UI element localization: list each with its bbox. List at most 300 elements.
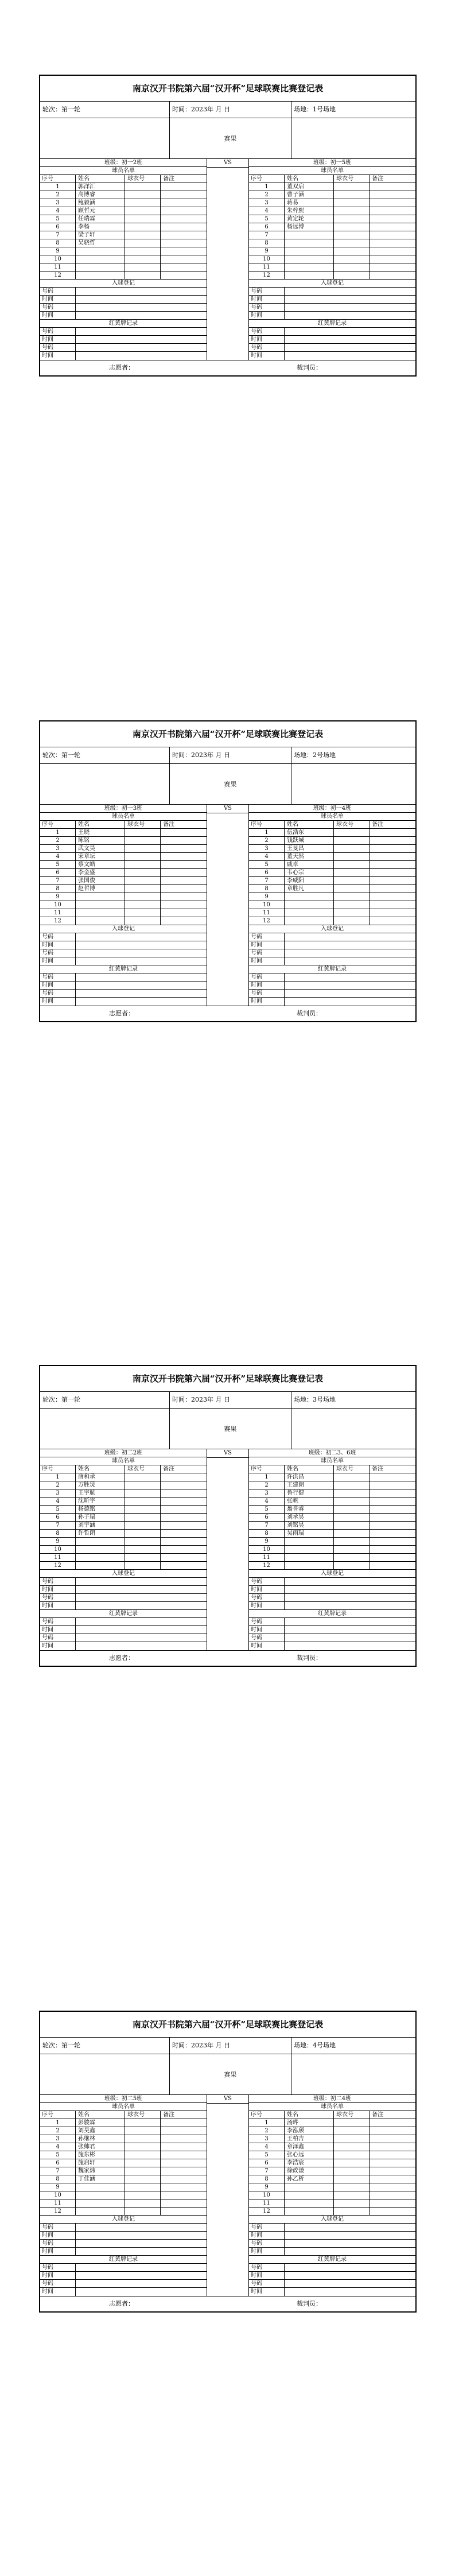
jersey-field[interactable] — [334, 861, 370, 868]
note-field[interactable] — [370, 2199, 415, 2207]
card-entry-field[interactable] — [285, 1618, 415, 1625]
player-name[interactable]: 黄定轮 — [285, 215, 334, 223]
note-field[interactable] — [161, 1538, 207, 1545]
goal-entry-field[interactable] — [285, 957, 415, 965]
jersey-field[interactable] — [334, 901, 370, 909]
note-field[interactable] — [370, 215, 415, 223]
card-entry-field[interactable] — [76, 1626, 207, 1634]
score-field[interactable] — [291, 118, 415, 158]
jersey-field[interactable] — [125, 2191, 161, 2199]
goal-entry-field[interactable] — [285, 1586, 415, 1593]
note-field[interactable] — [370, 1562, 415, 1569]
player-name[interactable]: 刘宇涵 — [76, 1522, 125, 1529]
player-name[interactable] — [285, 1538, 334, 1545]
jersey-field[interactable] — [125, 183, 161, 191]
card-entry-field[interactable] — [76, 973, 207, 981]
volunteer-signature[interactable]: 志愿者： — [109, 1010, 134, 1017]
note-field[interactable] — [370, 247, 415, 255]
player-name[interactable] — [285, 909, 334, 917]
note-field[interactable] — [161, 2199, 207, 2207]
jersey-field[interactable] — [334, 2199, 370, 2207]
jersey-field[interactable] — [125, 1530, 161, 1537]
goal-entry-field[interactable] — [285, 312, 415, 319]
jersey-field[interactable] — [125, 2183, 161, 2191]
goal-entry-field[interactable] — [76, 312, 207, 319]
jersey-field[interactable] — [125, 1498, 161, 1505]
note-field[interactable] — [161, 1506, 207, 1513]
goal-entry-field[interactable] — [76, 2224, 207, 2231]
jersey-field[interactable] — [334, 2175, 370, 2183]
jersey-field[interactable] — [125, 861, 161, 868]
note-field[interactable] — [161, 199, 207, 207]
player-name[interactable] — [285, 2208, 334, 2215]
jersey-field[interactable] — [334, 869, 370, 876]
note-field[interactable] — [370, 1514, 415, 1521]
player-name[interactable]: 沈昕宇 — [76, 1498, 125, 1505]
jersey-field[interactable] — [125, 223, 161, 231]
player-name[interactable]: 施启轩 — [76, 2159, 125, 2167]
jersey-field[interactable] — [125, 207, 161, 215]
jersey-field[interactable] — [334, 1514, 370, 1521]
player-name[interactable]: 徐政谦 — [285, 2167, 334, 2175]
note-field[interactable] — [161, 215, 207, 223]
note-field[interactable] — [161, 263, 207, 271]
goal-entry-field[interactable] — [76, 949, 207, 957]
player-name[interactable] — [285, 1554, 334, 1561]
note-field[interactable] — [370, 271, 415, 279]
jersey-field[interactable] — [125, 2135, 161, 2143]
player-name[interactable]: 丁佳涵 — [76, 2175, 125, 2183]
goal-entry-field[interactable] — [285, 949, 415, 957]
jersey-field[interactable] — [125, 853, 161, 860]
jersey-field[interactable] — [334, 2159, 370, 2167]
note-field[interactable] — [161, 2167, 207, 2175]
goal-entry-field[interactable] — [285, 2232, 415, 2239]
jersey-field[interactable] — [125, 1554, 161, 1561]
jersey-field[interactable] — [334, 2135, 370, 2143]
jersey-field[interactable] — [125, 837, 161, 844]
jersey-field[interactable] — [334, 1546, 370, 1553]
note-field[interactable] — [161, 901, 207, 909]
note-field[interactable] — [370, 2183, 415, 2191]
player-name[interactable]: 鲁行健 — [285, 1489, 334, 1497]
player-name[interactable]: 王旻昌 — [285, 845, 334, 852]
player-name[interactable] — [285, 247, 334, 255]
player-name[interactable]: 吴雨瑞 — [285, 1530, 334, 1537]
jersey-field[interactable] — [125, 2175, 161, 2183]
goal-entry-field[interactable] — [76, 941, 207, 949]
player-name[interactable] — [76, 1538, 125, 1545]
jersey-field[interactable] — [334, 1489, 370, 1497]
jersey-field[interactable] — [334, 2208, 370, 2215]
player-name[interactable] — [285, 893, 334, 901]
note-field[interactable] — [161, 917, 207, 925]
jersey-field[interactable] — [125, 829, 161, 836]
jersey-field[interactable] — [125, 1506, 161, 1513]
player-name[interactable] — [76, 917, 125, 925]
referee-signature[interactable]: 裁判员： — [297, 1010, 322, 1017]
player-name[interactable]: 钱跃城 — [285, 837, 334, 844]
jersey-field[interactable] — [334, 183, 370, 191]
player-name[interactable]: 李金盛 — [76, 869, 125, 876]
player-name[interactable] — [76, 1562, 125, 1569]
player-name[interactable] — [285, 2191, 334, 2199]
note-field[interactable] — [370, 255, 415, 263]
card-entry-field[interactable] — [76, 328, 207, 335]
jersey-field[interactable] — [334, 909, 370, 917]
note-field[interactable] — [370, 1546, 415, 1553]
note-field[interactable] — [161, 2175, 207, 2183]
player-name[interactable]: 董天然 — [285, 853, 334, 860]
player-name[interactable]: 张帅君 — [76, 2143, 125, 2151]
note-field[interactable] — [161, 909, 207, 917]
card-entry-field[interactable] — [285, 1626, 415, 1634]
player-name[interactable] — [76, 901, 125, 909]
jersey-field[interactable] — [125, 271, 161, 279]
note-field[interactable] — [370, 861, 415, 868]
jersey-field[interactable] — [125, 901, 161, 909]
note-field[interactable] — [161, 1473, 207, 1481]
jersey-field[interactable] — [125, 191, 161, 199]
jersey-field[interactable] — [125, 2143, 161, 2151]
jersey-field[interactable] — [125, 845, 161, 852]
card-entry-field[interactable] — [285, 990, 415, 997]
note-field[interactable] — [161, 255, 207, 263]
player-name[interactable] — [76, 893, 125, 901]
jersey-field[interactable] — [334, 255, 370, 263]
note-field[interactable] — [370, 1481, 415, 1489]
note-field[interactable] — [161, 239, 207, 247]
card-entry-field[interactable] — [285, 981, 415, 989]
jersey-field[interactable] — [334, 1530, 370, 1537]
jersey-field[interactable] — [125, 231, 161, 239]
note-field[interactable] — [161, 1514, 207, 1521]
player-name[interactable]: 孙继林 — [76, 2135, 125, 2143]
card-entry-field[interactable] — [285, 2280, 415, 2287]
player-name[interactable] — [285, 1546, 334, 1553]
jersey-field[interactable] — [334, 1473, 370, 1481]
goal-entry-field[interactable] — [285, 1602, 415, 1609]
jersey-field[interactable] — [125, 877, 161, 884]
goal-entry-field[interactable] — [76, 1594, 207, 1601]
note-field[interactable] — [161, 893, 207, 901]
jersey-field[interactable] — [334, 199, 370, 207]
card-entry-field[interactable] — [76, 2264, 207, 2271]
card-entry-field[interactable] — [76, 2272, 207, 2279]
player-name[interactable]: 王晓 — [76, 829, 125, 836]
note-field[interactable] — [161, 191, 207, 199]
jersey-field[interactable] — [334, 2183, 370, 2191]
player-name[interactable] — [76, 2183, 125, 2191]
player-name[interactable]: 李浩宸 — [285, 2159, 334, 2167]
note-field[interactable] — [370, 1530, 415, 1537]
jersey-field[interactable] — [334, 2143, 370, 2151]
volunteer-signature[interactable]: 志愿者： — [109, 1654, 134, 1662]
jersey-field[interactable] — [334, 829, 370, 836]
referee-signature[interactable]: 裁判员： — [297, 2300, 322, 2307]
jersey-field[interactable] — [125, 1538, 161, 1545]
player-name[interactable]: 汤晔 — [285, 2119, 334, 2127]
note-field[interactable] — [161, 231, 207, 239]
card-entry-field[interactable] — [76, 344, 207, 351]
player-name[interactable]: 曹子涵 — [285, 191, 334, 199]
referee-signature[interactable]: 裁判员： — [297, 1654, 322, 1662]
jersey-field[interactable] — [334, 1538, 370, 1545]
player-name[interactable]: 陈铭 — [76, 837, 125, 844]
jersey-field[interactable] — [125, 1546, 161, 1553]
goal-entry-field[interactable] — [285, 2248, 415, 2255]
player-name[interactable] — [285, 1562, 334, 1569]
player-name[interactable]: 郭洋汇 — [76, 183, 125, 191]
player-name[interactable]: 赵哲博 — [76, 885, 125, 893]
jersey-field[interactable] — [334, 1554, 370, 1561]
goal-entry-field[interactable] — [285, 304, 415, 311]
card-entry-field[interactable] — [285, 2288, 415, 2296]
card-entry-field[interactable] — [76, 1618, 207, 1625]
goal-entry-field[interactable] — [76, 1578, 207, 1585]
jersey-field[interactable] — [334, 1562, 370, 1569]
volunteer-signature[interactable]: 志愿者： — [109, 364, 134, 371]
jersey-field[interactable] — [125, 909, 161, 917]
card-entry-field[interactable] — [285, 352, 415, 360]
card-entry-field[interactable] — [285, 336, 415, 343]
note-field[interactable] — [370, 901, 415, 909]
note-field[interactable] — [370, 1538, 415, 1545]
jersey-field[interactable] — [125, 2151, 161, 2159]
note-field[interactable] — [161, 869, 207, 876]
jersey-field[interactable] — [125, 2159, 161, 2167]
jersey-field[interactable] — [125, 1481, 161, 1489]
jersey-field[interactable] — [334, 215, 370, 223]
player-name[interactable]: 蒋易 — [285, 199, 334, 207]
card-entry-field[interactable] — [76, 998, 207, 1006]
player-name[interactable]: 杨远博 — [285, 223, 334, 231]
card-entry-field[interactable] — [285, 998, 415, 1006]
date-field[interactable]: 时间：2023年 月 日 — [170, 102, 291, 118]
player-name[interactable]: 刘昊鑫 — [76, 2127, 125, 2135]
player-name[interactable]: 吴骁哲 — [76, 239, 125, 247]
note-field[interactable] — [370, 1498, 415, 1505]
player-name[interactable]: 李杨 — [76, 223, 125, 231]
player-name[interactable]: 张心远 — [285, 2151, 334, 2159]
player-name[interactable]: 王建朗 — [285, 1481, 334, 1489]
player-name[interactable] — [76, 247, 125, 255]
jersey-field[interactable] — [125, 1562, 161, 1569]
note-field[interactable] — [370, 917, 415, 925]
note-field[interactable] — [370, 2208, 415, 2215]
jersey-field[interactable] — [125, 2119, 161, 2127]
player-name[interactable]: 武文昊 — [76, 845, 125, 852]
player-name[interactable] — [285, 2183, 334, 2191]
player-name[interactable]: 彭骏霖 — [76, 2119, 125, 2127]
jersey-field[interactable] — [334, 1481, 370, 1489]
jersey-field[interactable] — [125, 2208, 161, 2215]
jersey-field[interactable] — [125, 2127, 161, 2135]
jersey-field[interactable] — [125, 215, 161, 223]
jersey-field[interactable] — [125, 247, 161, 255]
goal-entry-field[interactable] — [76, 296, 207, 303]
goal-entry-field[interactable] — [76, 304, 207, 311]
player-name[interactable]: 梁子轩 — [76, 231, 125, 239]
jersey-field[interactable] — [334, 263, 370, 271]
jersey-field[interactable] — [334, 2191, 370, 2199]
goal-entry-field[interactable] — [76, 1602, 207, 1609]
score-field[interactable] — [291, 1409, 415, 1449]
note-field[interactable] — [370, 191, 415, 199]
note-field[interactable] — [161, 2159, 207, 2167]
note-field[interactable] — [370, 263, 415, 271]
note-field[interactable] — [370, 207, 415, 215]
jersey-field[interactable] — [125, 917, 161, 925]
note-field[interactable] — [370, 2135, 415, 2143]
jersey-field[interactable] — [334, 247, 370, 255]
note-field[interactable] — [161, 829, 207, 836]
note-field[interactable] — [161, 1546, 207, 1553]
player-name[interactable]: 王柏吉 — [285, 2135, 334, 2143]
jersey-field[interactable] — [125, 1514, 161, 1521]
card-entry-field[interactable] — [285, 1634, 415, 1642]
note-field[interactable] — [370, 2143, 415, 2151]
jersey-field[interactable] — [125, 1489, 161, 1497]
jersey-field[interactable] — [334, 2127, 370, 2135]
player-name[interactable]: 翁誉睿 — [285, 1506, 334, 1513]
jersey-field[interactable] — [125, 263, 161, 271]
player-name[interactable]: 施东彬 — [76, 2151, 125, 2159]
note-field[interactable] — [161, 2135, 207, 2143]
player-name[interactable]: 董双启 — [285, 183, 334, 191]
note-field[interactable] — [161, 2127, 207, 2135]
player-name[interactable]: 魏家炜 — [76, 2167, 125, 2175]
player-name[interactable]: 李泓颀 — [285, 2127, 334, 2135]
note-field[interactable] — [370, 1473, 415, 1481]
player-name[interactable] — [285, 901, 334, 909]
note-field[interactable] — [161, 223, 207, 231]
note-field[interactable] — [161, 2183, 207, 2191]
note-field[interactable] — [370, 829, 415, 836]
player-name[interactable]: 王宇航 — [76, 1489, 125, 1497]
player-name[interactable] — [285, 263, 334, 271]
player-name[interactable]: 宋章坛 — [76, 853, 125, 860]
note-field[interactable] — [161, 1489, 207, 1497]
jersey-field[interactable] — [334, 853, 370, 860]
player-name[interactable] — [285, 255, 334, 263]
note-field[interactable] — [370, 877, 415, 884]
player-name[interactable] — [285, 2199, 334, 2207]
jersey-field[interactable] — [125, 255, 161, 263]
note-field[interactable] — [370, 893, 415, 901]
note-field[interactable] — [370, 1554, 415, 1561]
player-name[interactable]: 鲍毅涵 — [76, 199, 125, 207]
jersey-field[interactable] — [334, 2119, 370, 2127]
jersey-field[interactable] — [334, 917, 370, 925]
player-name[interactable] — [285, 917, 334, 925]
date-field[interactable]: 时间：2023年 月 日 — [170, 747, 291, 763]
score-field[interactable] — [291, 2054, 415, 2094]
card-entry-field[interactable] — [76, 336, 207, 343]
jersey-field[interactable] — [334, 893, 370, 901]
jersey-field[interactable] — [125, 893, 161, 901]
player-name[interactable]: 孙子瑞 — [76, 1514, 125, 1521]
jersey-field[interactable] — [125, 1522, 161, 1529]
note-field[interactable] — [161, 271, 207, 279]
note-field[interactable] — [370, 231, 415, 239]
note-field[interactable] — [370, 837, 415, 844]
card-entry-field[interactable] — [76, 2288, 207, 2296]
note-field[interactable] — [161, 1562, 207, 1569]
jersey-field[interactable] — [334, 231, 370, 239]
player-name[interactable] — [76, 271, 125, 279]
jersey-field[interactable] — [334, 1498, 370, 1505]
player-name[interactable]: 蔡文皓 — [76, 861, 125, 868]
player-name[interactable]: 唐和承 — [76, 1473, 125, 1481]
card-entry-field[interactable] — [285, 1642, 415, 1650]
note-field[interactable] — [370, 1489, 415, 1497]
jersey-field[interactable] — [125, 1473, 161, 1481]
jersey-field[interactable] — [334, 877, 370, 884]
jersey-field[interactable] — [334, 837, 370, 844]
note-field[interactable] — [161, 1498, 207, 1505]
note-field[interactable] — [161, 861, 207, 868]
note-field[interactable] — [161, 1522, 207, 1529]
player-name[interactable] — [76, 2199, 125, 2207]
jersey-field[interactable] — [334, 2151, 370, 2159]
player-name[interactable]: 张国俊 — [76, 877, 125, 884]
note-field[interactable] — [161, 2151, 207, 2159]
player-name[interactable]: 韦心宗 — [285, 869, 334, 876]
goal-entry-field[interactable] — [285, 1594, 415, 1601]
card-entry-field[interactable] — [76, 2280, 207, 2287]
card-entry-field[interactable] — [285, 344, 415, 351]
note-field[interactable] — [370, 239, 415, 247]
note-field[interactable] — [370, 2167, 415, 2175]
jersey-field[interactable] — [125, 199, 161, 207]
note-field[interactable] — [161, 2208, 207, 2215]
note-field[interactable] — [161, 2143, 207, 2151]
jersey-field[interactable] — [334, 2167, 370, 2175]
goal-entry-field[interactable] — [76, 2240, 207, 2247]
jersey-field[interactable] — [334, 1506, 370, 1513]
player-name[interactable]: 李威阳 — [285, 877, 334, 884]
player-name[interactable] — [76, 1546, 125, 1553]
goal-entry-field[interactable] — [285, 2240, 415, 2247]
note-field[interactable] — [370, 2119, 415, 2127]
player-name[interactable] — [76, 255, 125, 263]
jersey-field[interactable] — [334, 271, 370, 279]
card-entry-field[interactable] — [285, 973, 415, 981]
player-name[interactable]: 刘承昊 — [285, 1514, 334, 1521]
note-field[interactable] — [370, 183, 415, 191]
note-field[interactable] — [161, 1481, 207, 1489]
jersey-field[interactable] — [334, 191, 370, 199]
note-field[interactable] — [370, 199, 415, 207]
player-name[interactable] — [76, 263, 125, 271]
player-name[interactable]: 朱梓熙 — [285, 207, 334, 215]
card-entry-field[interactable] — [76, 981, 207, 989]
goal-entry-field[interactable] — [285, 933, 415, 941]
note-field[interactable] — [161, 247, 207, 255]
jersey-field[interactable] — [334, 885, 370, 893]
player-name[interactable] — [76, 909, 125, 917]
player-name[interactable] — [285, 231, 334, 239]
note-field[interactable] — [370, 1522, 415, 1529]
player-name[interactable]: 章泽鑫 — [285, 2143, 334, 2151]
jersey-field[interactable] — [125, 869, 161, 876]
card-entry-field[interactable] — [76, 990, 207, 997]
player-name[interactable]: 张帆 — [285, 1498, 334, 1505]
player-name[interactable]: 许哲朗 — [76, 1530, 125, 1537]
note-field[interactable] — [370, 2159, 415, 2167]
goal-entry-field[interactable] — [285, 288, 415, 295]
